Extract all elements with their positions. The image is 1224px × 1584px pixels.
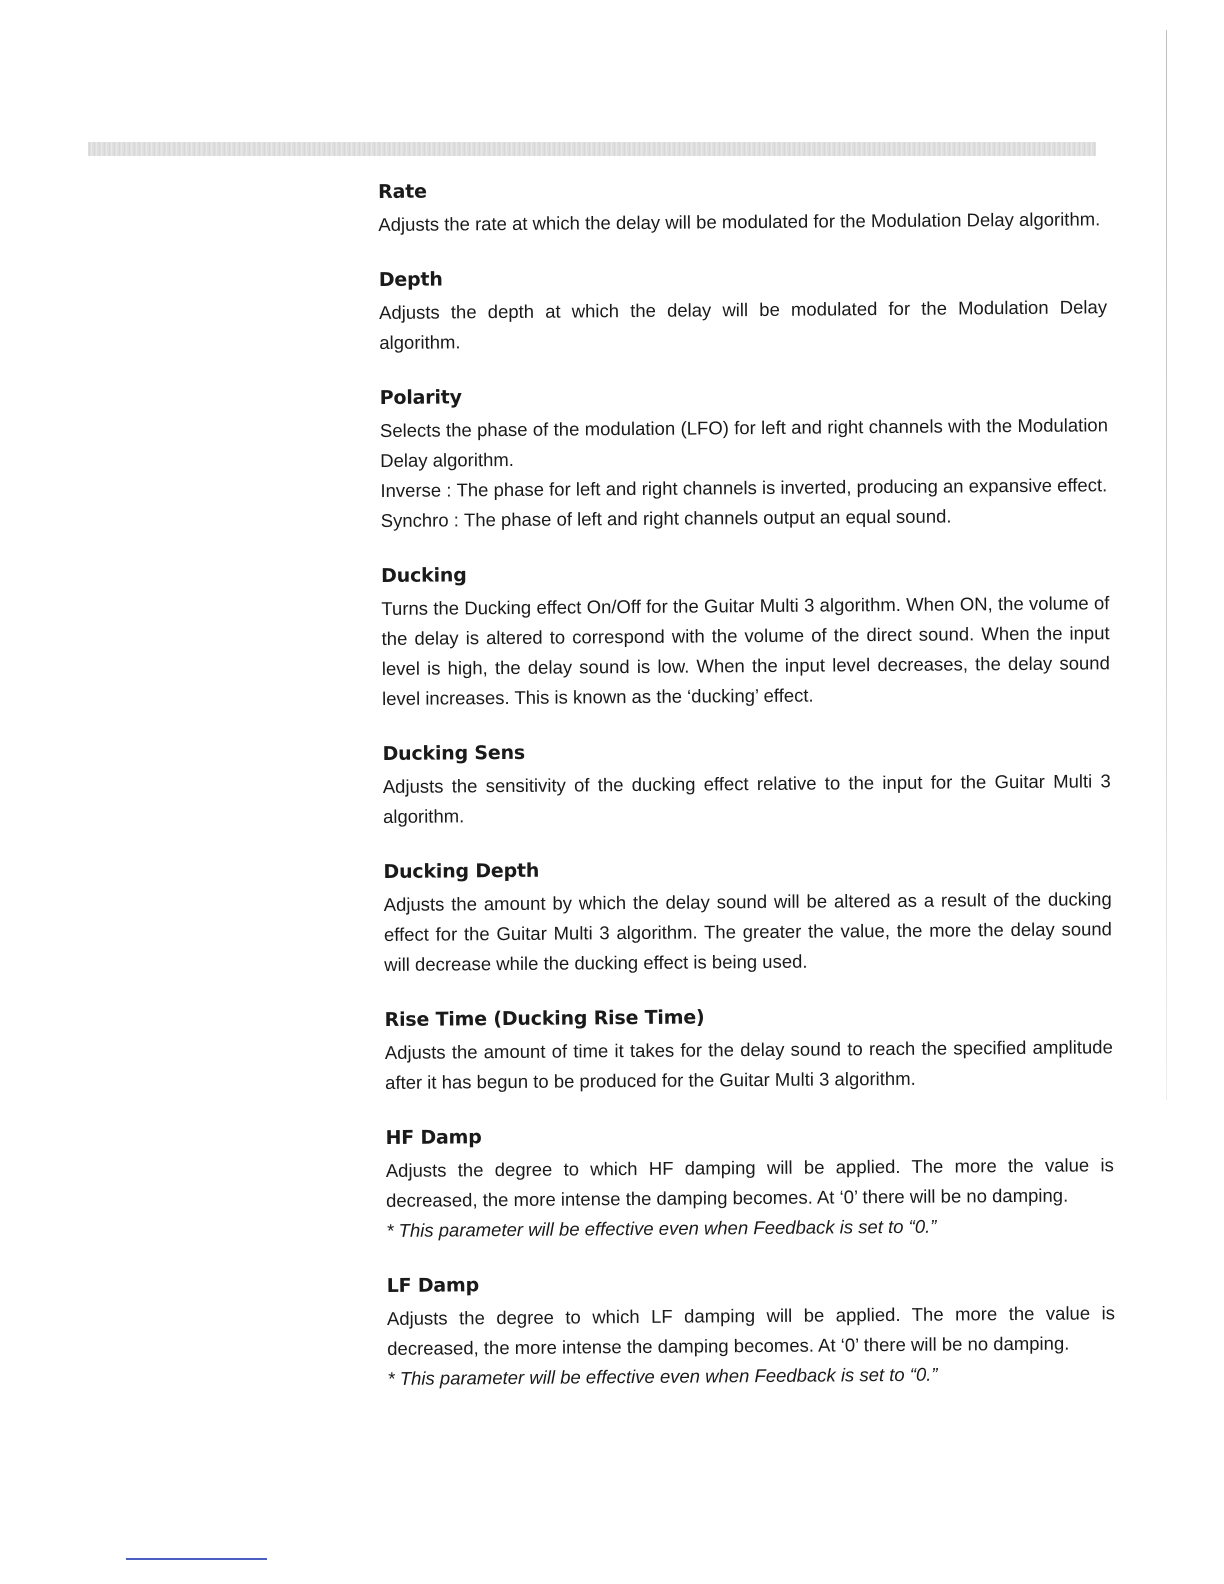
option-separator: : <box>441 479 457 501</box>
section-polarity <box>380 378 1109 536</box>
section-ducking <box>381 556 1110 714</box>
section-body: Adjusts the rate at which the delay will be modulated for the Modulation Delay algorithm. <box>378 208 1101 235</box>
section-ducking-sens <box>382 734 1111 832</box>
section-body: Adjusts the degree to which HF damping will be applied. The more the value is decreased, the more intense the damping becomes. At ‘0’ there will be no damping. <box>385 1154 1114 1211</box>
section-body: Adjusts the sensitivity of the ducking effect relative to the input for the Guitar Multi 3 algorithm. <box>382 770 1111 827</box>
option-synchro <box>381 500 1109 536</box>
option-description: The phase for left and right channels is inverted, producing an expansive effect. <box>456 474 1108 501</box>
section-title: Ducking <box>381 564 467 587</box>
section-body: Adjusts the depth at which the delay will be modulated for the Modulation Delay algorithm. <box>378 296 1108 353</box>
section-depth <box>379 260 1108 358</box>
parameter-descriptions <box>378 172 1116 1420</box>
section-title: Rate <box>378 180 427 203</box>
option-term: Synchro <box>380 509 449 531</box>
section-title: Polarity <box>379 386 462 409</box>
option-description: The phase of left and right channels output an equal sound. <box>463 505 952 531</box>
scan-header-band <box>88 142 1096 156</box>
option-separator: : <box>448 509 465 531</box>
section-title: Rise Time (Ducking Rise Time) <box>384 1006 705 1031</box>
section-body: Adjusts the degree to which LF damping will be applied. The more the value is decreased, the more intense the damping becomes. At ‘0’ there will be no damping. <box>386 1302 1116 1359</box>
section-lf-damp <box>387 1266 1116 1394</box>
section-title: Ducking Depth <box>383 859 540 883</box>
section-body: Selects the phase of the modulation (LFO) for left and right channels with the Modulation Delay algorithm. <box>379 414 1109 471</box>
section-title: LF Damp <box>386 1274 480 1297</box>
section-body: Turns the Ducking effect On/Off for the Guitar Multi 3 algorithm. When ON, the volume of the delay is altered to correspond with the volume of the direct sound. When the input level is high, the delay sound is low. When the input level decreases, the delay sound level increases. This is known as the ‘ducking’ effect. <box>381 592 1110 709</box>
section-ducking-depth <box>383 852 1112 980</box>
footer-rule <box>126 1558 267 1560</box>
section-rate <box>378 172 1106 240</box>
section-body: Adjusts the amount of time it takes for the delay sound to reach the specified amplitude after it has begun to be produced for the Guitar Multi 3 algorithm. <box>384 1036 1113 1093</box>
section-title: Ducking Sens <box>382 741 526 765</box>
section-note: * This parameter will be effective even when Feedback is set to “0.” <box>386 1215 937 1241</box>
section-rise-time <box>385 1000 1114 1098</box>
page-edge-line <box>1166 30 1167 1100</box>
section-note: * This parameter will be effective even when Feedback is set to “0.” <box>387 1363 938 1389</box>
option-term: Inverse <box>380 479 442 501</box>
section-title: HF Damp <box>385 1126 482 1149</box>
section-hf-damp <box>385 1118 1114 1246</box>
section-title: Depth <box>378 268 443 291</box>
section-body: Adjusts the amount by which the delay sound will be altered as a result of the ducking effect for the Guitar Multi 3 algorithm. The greater the value, the more the delay sound will decrease while the ducking effect is being used. <box>383 888 1113 975</box>
